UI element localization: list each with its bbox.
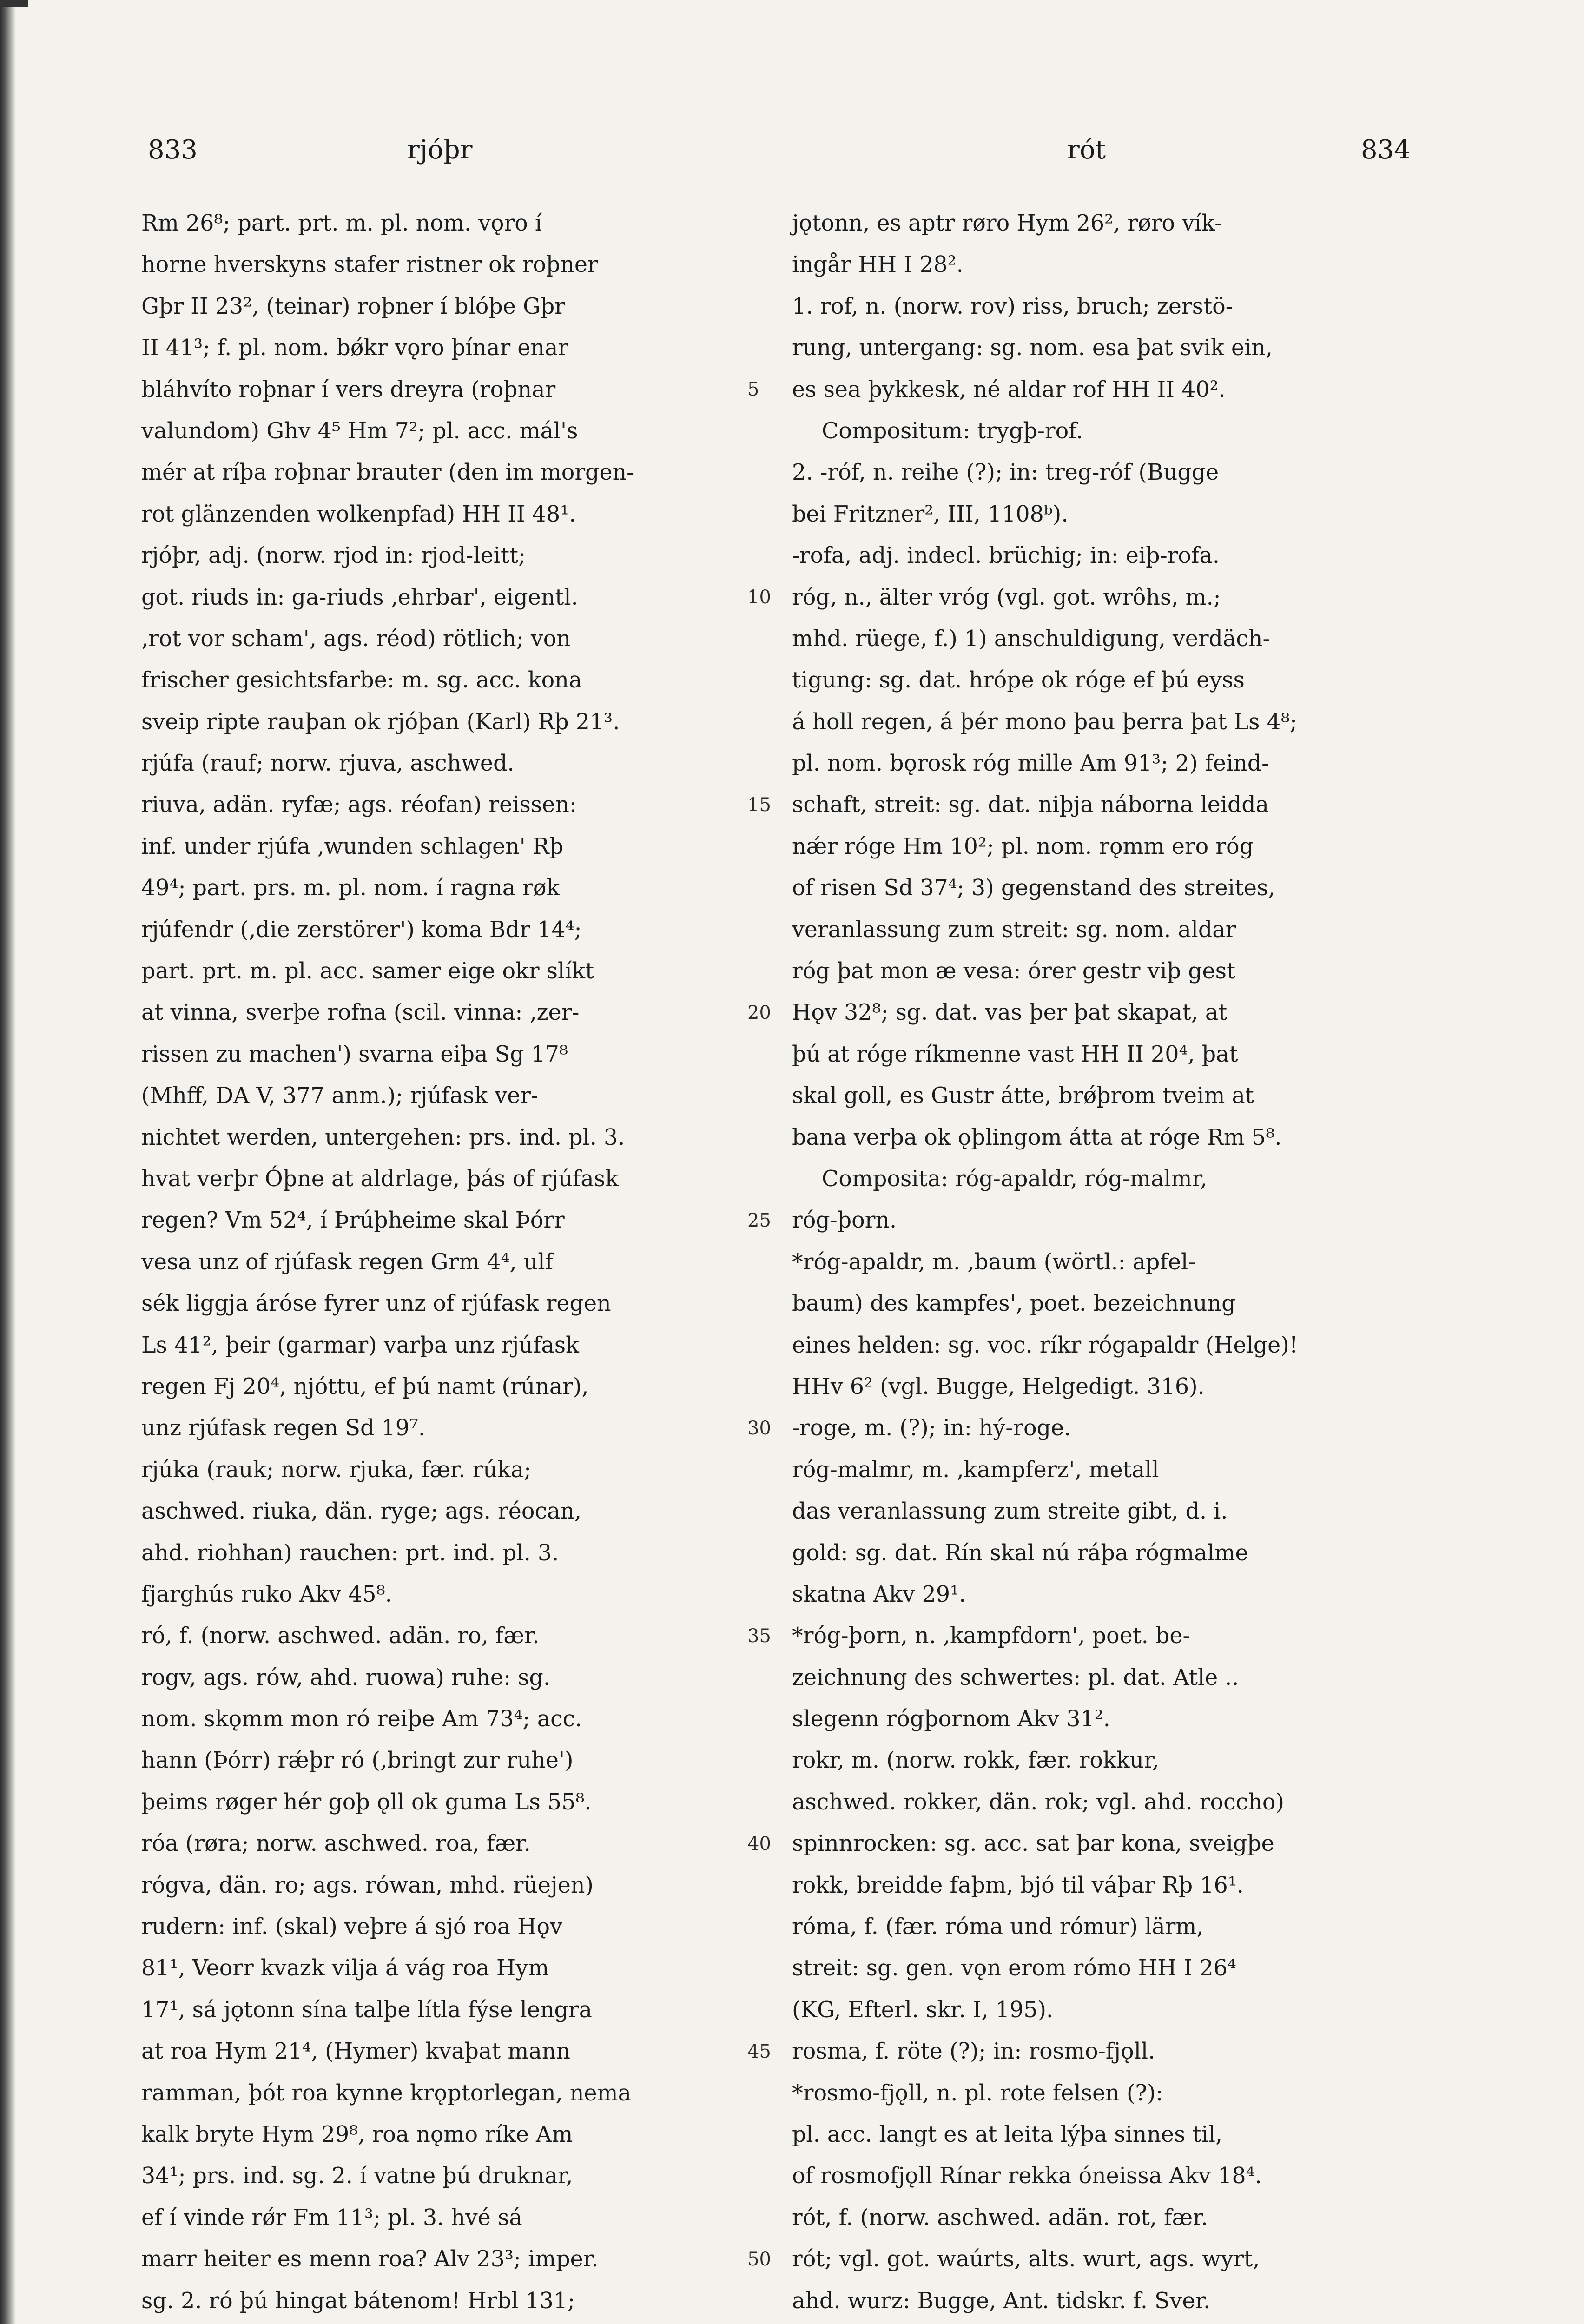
text-line: ramman, þót roa kynne krǫptorlegan, nema [141,2080,631,2106]
text-line: regen Fj 20⁴, njóttu, ef þú namt (rúnar), [141,1373,589,1400]
text-line: (KG, Efterl. skr. I, 195). [792,1997,1054,2023]
line-number: 40 [747,1833,771,1855]
text-line: at roa Hym 21⁴, (Hymer) kvaþat mann [141,2039,570,2065]
text-line: róma, f. (fær. róma und rómur) lärm, [792,1914,1204,1940]
text-line: hvat verþr Óþne at aldrlage, þás of rjúfask [141,1166,619,1192]
text-line: mér at ríþa roþnar brauter (den im morgen- [141,460,634,486]
text-line: bei Fritzner², III, 1108ᵇ). [792,501,1069,527]
text-line: es sea þykkesk, né aldar rof HH II 40². [792,376,1226,403]
text-line: baum) des kampfes', poet. bezeichnung [792,1291,1236,1317]
text-line: got. riuds in: ga-riuds ‚ehrbar', eigentl. [141,584,578,610]
text-line: -rofa, adj. indecl. brüchig; in: eiþ-rofa. [792,543,1220,569]
text-line: pl. acc. langt es at leita lýþa sinnes til, [792,2121,1223,2147]
text-line: ró, f. (norw. aschwed. adän. ro, fær. [141,1623,540,1649]
line-number: 10 [747,587,771,608]
text-line: eines helden: sg. voc. ríkr rógapaldr (Helge)! [792,1332,1298,1358]
text-line: róg-þorn. [792,1208,897,1234]
text-line: slegenn rógþornom Akv 31². [792,1706,1110,1732]
text-line: horne hverskyns stafer ristner ok roþner [141,252,598,278]
text-line: ahd. wurz: Bugge, Ant. tidskr. f. Sver. [792,2288,1211,2314]
scan-corner-mark [0,0,28,7]
text-line: II 41³; f. pl. nom. bǿkr vǫro þínar enar [141,335,568,361]
text-line: bana verþa ok ǫþlingom átta at róge Rm 5⁸. [792,1124,1282,1150]
text-line: þeims røger hér goþ ǫll ok guma Ls 55⁸. [141,1789,592,1815]
page-header [0,135,1584,172]
text-line: fjarghús ruko Akv 45⁸. [141,1581,392,1607]
line-number: 50 [747,2249,771,2270]
text-line: rjúfendr (‚die zerstörer') koma Bdr 14⁴; [141,917,582,943]
text-line: rót, f. (norw. aschwed. adän. rot, fær. [792,2205,1208,2231]
text-line: rissen zu machen') svarna eiþa Sg 17⁸ [141,1041,568,1067]
text-line: aschwed. riuka, dän. ryge; ags. réocan, [141,1499,582,1525]
line-number: 15 [747,794,771,816]
text-line: róg, n., älter vróg (vgl. got. wrôhs, m.; [792,584,1221,610]
text-line: rosma, f. röte (?); in: rosmo-fjǫll. [792,2039,1155,2065]
text-line: nichtet werden, untergehen: prs. ind. pl. 3. [141,1124,625,1150]
text-line: part. prt. m. pl. acc. samer eige okr slíkt [141,958,594,984]
text-line: róg-malmr, m. ‚kampferz', metall [792,1457,1159,1483]
text-line: sveip ripte rauþan ok rjóþan (Karl) Rþ 21³. [141,709,620,735]
text-line: Hǫv 32⁸; sg. dat. vas þer þat skapat, at [792,1000,1228,1026]
text-line: rogv, ags. rów, ahd. ruowa) ruhe: sg. [141,1664,550,1690]
text-line: marr heiter es menn roa? Alv 23³; imper. [141,2246,599,2272]
text-line: hann (Þórr) rǽþr ró (‚bringt zur ruhe') [141,1748,574,1774]
text-line: vesa unz of rjúfask regen Grm 4⁴, ulf [141,1249,554,1275]
text-line: frischer gesichtsfarbe: m. sg. acc. kona [141,667,582,693]
text-line: róa (røra; norw. aschwed. roa, fær. [141,1831,531,1857]
text-line: of rosmofjǫll Rínar rekka óneissa Akv 18⁴. [792,2163,1262,2189]
text-line: 17¹, sá jǫtonn sína talþe lítla fýse lengra [141,1997,592,2023]
text-line: of risen Sd 37⁴; 3) gegenstand des streites, [792,875,1275,901]
text-line: HHv 6² (vgl. Bugge, Helgedigt. 316). [792,1373,1205,1400]
right-column [792,203,1438,2324]
line-number: 20 [747,1002,771,1023]
text-line: rógva, dän. ro; ags. rówan, mhd. rüejen) [141,1872,594,1898]
text-line: rjúfa (rauf; norw. rjuva, aschwed. [141,751,515,777]
text-line: Gþr II 23², (teinar) roþner í blóþe Gþr [141,293,566,319]
text-line: valundom) Ghv 4⁵ Hm 7²; pl. acc. mál's [141,418,578,444]
text-line: das veranlassung zum streite gibt, d. i. [792,1499,1228,1525]
text-line: at vinna, sverþe rofna (scil. vinna: ‚zer- [141,1000,580,1026]
text-line: kalk bryte Hym 29⁸, roa nǫmo ríke Am [141,2121,573,2147]
text-line: tigung: sg. dat. hrópe ok róge ef þú eyss [792,667,1245,693]
line-number: 35 [747,1625,771,1647]
text-line: *róg-apaldr, m. ‚baum (wörtl.: apfel- [792,1249,1196,1275]
text-line: rung, untergang: sg. nom. esa þat svik ein, [792,335,1273,361]
text-line: regen? Vm 52⁴, í Þrúþheime skal Þórr [141,1208,565,1234]
line-number: 25 [747,1210,771,1231]
text-line: sék liggja áróse fyrer unz of rjúfask regen [141,1291,611,1317]
text-line: á holl regen, á þér mono þau þerra þat Ls 4⁸; [792,709,1297,735]
text-line: Rm 26⁸; part. prt. m. pl. nom. vǫro í [141,211,542,236]
text-line: 81¹, Veorr kvazk vilja á vág roa Hym [141,1955,549,1981]
text-line: bláhvíto roþnar í vers dreyra (roþnar [141,376,556,403]
text-line: jǫtonn, es aptr røro Hym 26², røro vík- [792,211,1222,236]
text-line: rokr, m. (norw. rokk, fær. rokkur, [792,1748,1159,1774]
text-line: 34¹; prs. ind. sg. 2. í vatne þú druknar, [141,2163,573,2189]
text-line: zeichnung des schwertes: pl. dat. Atle .. [792,1664,1239,1690]
guide-word-right: rót [1067,135,1106,165]
page-number-right: 834 [1361,135,1411,165]
text-line [141,2322,787,2324]
left-column [141,203,787,2324]
text-line: -roge, m. (?); in: hý-roge. [792,1415,1071,1441]
text-line: nǽr róge Hm 10²; pl. nom. rǫmm ero róg [792,833,1254,859]
text-line: ingår HH I 28². [792,252,964,278]
line-number: 30 [747,1418,771,1439]
text-line: Composita: róg-apaldr, róg-malmr, [822,1166,1208,1192]
text-line: sg. 2. ró þú hingat bátenom! Hrbl 131; [141,2288,575,2314]
text-line: schaft, streit: sg. dat. niþja náborna leidda [792,792,1269,818]
text-line: nom. skǫmm mon ró reiþe Am 73⁴; acc. [141,1706,582,1732]
text-line: skatna Akv 29¹. [792,1581,966,1607]
text-line: róg þat mon æ vesa: órer gestr viþ gest [792,958,1236,984]
text-line: rjóþr, adj. (norw. rjod in: rjod-leitt; [141,543,526,569]
text-line: unz rjúfask regen Sd 19⁷. [141,1415,426,1441]
text-line: gold: sg. dat. Rín skal nú ráþa rógmalme [792,1540,1248,1566]
text-line: veranlassung zum streit: sg. nom. aldar [792,917,1236,943]
text-line [792,2322,1438,2324]
text-line: þú at róge ríkmenne vast HH II 20⁴, þat [792,1041,1238,1067]
text-line: rjúka (rauk; norw. rjuka, fær. rúka; [141,1457,532,1483]
text-line: (Mhff, DA V, 377 anm.); rjúfask ver- [141,1083,539,1109]
text-line: riuva, adän. ryfæ; ags. réofan) reissen: [141,792,577,818]
text-line: rót; vgl. got. waúrts, alts. wurt, ags. wyrt, [792,2246,1260,2272]
text-line: Ls 41², þeir (garmar) varþa unz rjúfask [141,1332,579,1358]
text-line: Compositum: trygþ-rof. [822,418,1083,444]
text-line: *rosmo-fjǫll, n. pl. rote felsen (?): [792,2080,1163,2106]
text-line: ‚rot vor scham', ags. réod) rötlich; von [141,626,571,652]
text-line: 2. -róf, n. reihe (?); in: treg-róf (Bugge [792,460,1219,486]
text-line: 49⁴; part. prs. m. pl. nom. í ragna røk [141,875,560,901]
text-line: skal goll, es Gustr átte, brǿþrom tveim at [792,1083,1254,1109]
text-line: inf. under rjúfa ‚wunden schlagen' Rþ [141,833,564,859]
page-number-left: 833 [148,135,198,165]
line-number: 45 [747,2041,771,2062]
scan-binding-edge [0,0,16,2324]
text-line: streit: sg. gen. vǫn erom rómo HH I 26⁴ [792,1955,1236,1981]
text-line: rot glänzenden wolkenpfad) HH II 48¹. [141,501,576,527]
text-line: aschwed. rokker, dän. rok; vgl. ahd. roccho) [792,1789,1285,1815]
text-line: ef í vinde rǿr Fm 11³; pl. 3. hvé sá [141,2205,522,2231]
text-line: *róg-þorn, n. ‚kampfdorn', poet. be- [792,1623,1190,1649]
text-line: rudern: inf. (skal) veþre á sjó roa Hǫv [141,1914,562,1940]
text-line: rokk, breidde faþm, bjó til váþar Rþ 16¹. [792,1872,1244,1898]
text-line: pl. nom. bǫrosk róg mille Am 91³; 2) feind- [792,751,1269,777]
text-line: 1. rof, n. (norw. rov) riss, bruch; zerstö- [792,293,1233,319]
guide-word-left: rjóþr [407,135,473,165]
text-line: spinnrocken: sg. acc. sat þar kona, sveigþe [792,1831,1274,1857]
line-number: 5 [747,379,759,400]
text-line: ahd. riohhan) rauchen: prt. ind. pl. 3. [141,1540,559,1566]
text-line: mhd. rüege, f.) 1) anschuldigung, verdäch- [792,626,1270,652]
